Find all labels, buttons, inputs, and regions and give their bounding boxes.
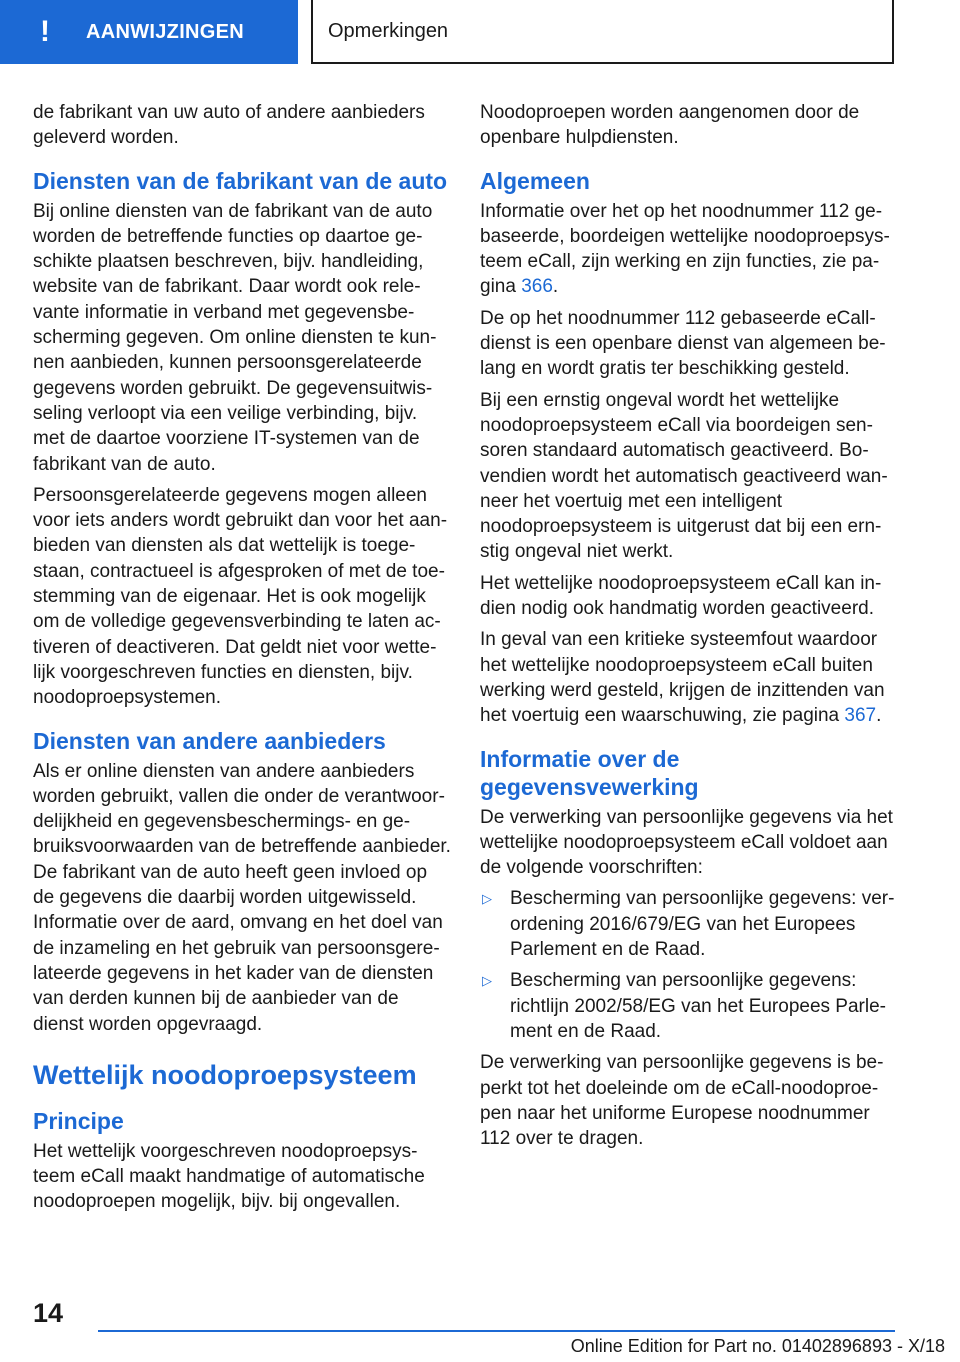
paragraph-text: . [552,276,559,298]
heading-principle: Principe [33,1107,124,1134]
paragraph: Het wettelijk voorgeschreven noodoproepsysteem eCall maakt handmatige of automatische noodoproepen mogelijk, bijv. bij ongevallen. [33,1140,425,1213]
section-tab [0,0,298,64]
paragraph: Bij online diensten van de fabrikant van de auto worden de betreffende functies op daartoe geschikte plaatsen beschreven, bijv. handleiding, website van de fabrikant. Daar wordt ook relevante informatie in verband met gegevensbescherming gegeven. Om online diensten te kunnen aanbieden, kunnen persoonsgerelateerde gegevens worden gebruikt. De gegevensuitwisseling verloopt via een veilige verbinding, bijv. met de daartoe voorziene IT-systemen van de fabrikant van de auto. [33,200,437,475]
edition-note: Online Edition for Part no. 01402896893 - X/18 [570,1336,945,1356]
page-link-366[interactable]: 366 [521,276,553,298]
subsection-tab [311,0,894,64]
paragraph [480,627,900,728]
paragraph: Als er online diensten van andere aanbieders worden gebruikt, vallen die onder de verantwoordelijkheid en gegevensbeschermings- en gebruiksvoorwaarden van de betreffende aanbieder. De fabrikant van de auto heeft geen invloed op de gegevens die daarbij worden uitgewisseld. Informatie over de aard, omvang en het doel van de inzameling en het gebruik van persoonsgerelateerde gegevens in het kader van de diensten van derden kunnen bij de aanbieder van de dienst worden opgevraagd. [33,760,451,1035]
paragraph-text: Informatie over het op het noodnummer 112 gebaseerde, boordeigen wettelijke noodoproepsysteem eCall, zijn werking en zijn functies, zie pagina [480,200,890,298]
paragraph: Het wettelijke noodoproepsysteem eCall kan indien nodig ook handmatig worden geactiveerd. [480,572,882,620]
page-header [0,0,960,68]
footer-divider [98,1330,895,1332]
list-item-text: Bescherming van persoonlijke gegevens: verordening 2016/679/EG van het Europees Parlement en de Raad. [510,888,895,961]
heading-data-processing: Informatie over de gegevensvewerking [480,745,699,800]
right-column [480,100,900,1157]
triangle-bullet-icon: ▷ [482,891,492,907]
paragraph: de fabrikant van uw auto of andere aanbieders geleverd worden. [33,102,425,149]
list-item-text: Bescherming van persoonlijke gegevens: richtlijn 2002/58/EG van het Europees Parlement en de Raad. [510,970,886,1042]
section-title: AANWIJZINGEN [86,20,245,43]
bullet-list [480,886,900,1044]
heading-emergency-system: Wettelijk noodoproepsysteem [33,1059,417,1090]
paragraph: Persoonsgerelateerde gegevens mogen alleen voor iets anders wordt gebruikt dan voor het aanbieden van diensten als dat wettelijk is toegestaan, contractueel is afgesproken of met de toestemming van de eigenaar. Het is ook mogelijk om de volledige gegevensverbinding te laten activeren of deactiveren. Dat geldt niet voor wettelijk voorgeschreven functies en diensten, bijv. noodoproepsystemen. [33,484,448,709]
paragraph: Bij een ernstig ongeval wordt het wettelijke noodoproepsysteem eCall via boordeigen sensoren standaard automatisch geactiveerd. Bovendien wordt het automatisch geactiveerd wanneer het voertuig met een intelligent noodoproepsysteem is uitgerust dat bij een ernstig ongeval niet werkt. [480,389,888,563]
list-item [480,886,900,962]
left-column [33,100,451,1221]
list-item [480,968,900,1044]
paragraph-text: . [876,705,882,727]
heading-general: Algemeen [480,167,590,194]
exclamation-icon: ! [40,15,50,48]
heading-services-other: Diensten van andere aanbieders [33,727,386,754]
page-number: 14 [33,1298,64,1328]
page-link-367[interactable]: 367 [844,705,877,727]
paragraph [480,199,900,300]
heading-services-maker: Diensten van de fabrikant van de auto [33,167,448,194]
paragraph: Noodoproepen worden aangenomen door de openbare hulpdiensten. [480,102,860,149]
paragraph-text: In geval van een kritieke systeemfout waardoor het wettelijke noodoproepsysteem eCall buiten werking werd gesteld, krijgen de inzittenden van het voertuig een waarschuwing, zie pagina [480,629,885,727]
paragraph: De verwerking van persoonlijke gegevens is beperkt tot het doeleinde om de eCall-noodoproepen naar het uniforme Europese noodnummer 112 over te dragen. [480,1052,884,1150]
subsection-title: Opmerkingen [328,19,449,42]
paragraph: De verwerking van persoonlijke gegevens via het wettelijke noodoproepsysteem eCall voldoet aan de volgende voorschriften: [480,806,893,879]
triangle-bullet-icon: ▷ [482,973,492,989]
paragraph: De op het noodnummer 112 gebaseerde eCall-dienst is een openbare dienst van algemeen belang en wordt gratis ter beschikking gesteld. [480,307,886,380]
